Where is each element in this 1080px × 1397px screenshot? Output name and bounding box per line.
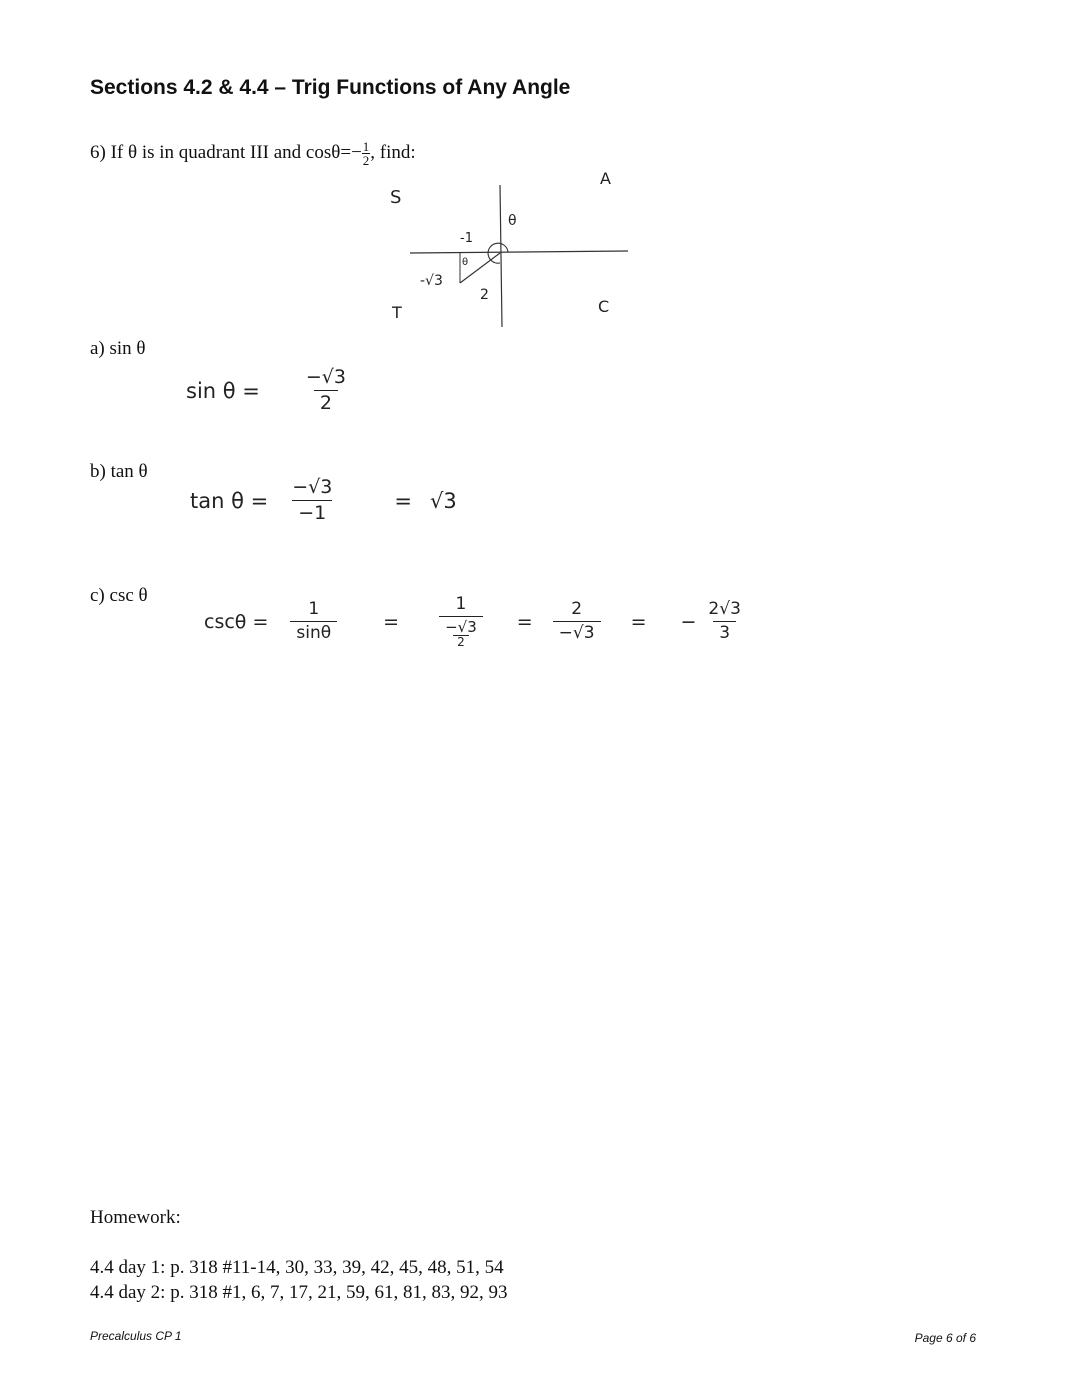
csc-result-den: 3	[713, 621, 736, 643]
problem-fraction	[362, 140, 371, 167]
x-axis	[410, 251, 628, 253]
quadrant-label-t: T	[392, 303, 402, 322]
csc-f1-den: sinθ	[290, 621, 337, 643]
homework-label: Homework:	[90, 1207, 181, 1228]
hypotenuse-label: 2	[480, 287, 489, 303]
csc-fraction-3	[553, 601, 601, 643]
csc-result-num: 2√3	[708, 599, 741, 620]
sin-work	[186, 368, 352, 414]
tan-lhs: tan θ =	[190, 488, 269, 513]
homework-line-2: 4.4 day 2: p. 318 #1, 6, 7, 17, 21, 59, 61, 81, 83, 92, 93	[90, 1282, 508, 1303]
page-title: Sections 4.2 & 4.4 – Trig Functions of Any Angle	[90, 76, 571, 99]
csc-f2-den	[439, 616, 483, 648]
csc-equals-1: =	[383, 610, 400, 633]
footer-course: Precalculus CP 1	[90, 1329, 182, 1343]
csc-f3-num: 2	[571, 599, 583, 620]
csc-result-sign: −	[680, 610, 697, 633]
part-c-label: c) csc θ	[90, 585, 148, 606]
tan-den: −1	[292, 500, 332, 524]
csc-f1-num: 1	[308, 599, 320, 620]
problem-frac-den: 2	[362, 153, 370, 168]
angle-arc	[488, 243, 508, 263]
homework-line-1: 4.4 day 1: p. 318 #11-14, 30, 33, 39, 42, 45, 48, 51, 54	[90, 1257, 504, 1278]
opposite-label: -√3	[420, 273, 443, 289]
problem-frac-num: 1	[362, 139, 370, 154]
quadrant-label-a: A	[600, 169, 611, 188]
csc-equals-3: =	[630, 610, 647, 633]
csc-equals-2: =	[516, 610, 533, 633]
part-a-label: a) sin θ	[90, 338, 146, 359]
csc-fraction-2	[439, 596, 483, 648]
csc-f2-den-den: 2	[453, 635, 469, 648]
csc-f2-den-num: −√3	[445, 617, 477, 636]
csc-work	[204, 596, 747, 648]
quadrant-diagram	[360, 165, 650, 335]
part-b-label: b) tan θ	[90, 461, 148, 482]
csc-fraction-1	[290, 601, 337, 643]
problem-suffix: , find:	[370, 141, 416, 163]
csc-f3-den: −√3	[553, 621, 601, 643]
sin-den: 2	[314, 390, 338, 414]
problem-statement	[90, 140, 416, 167]
csc-result-fraction	[702, 601, 746, 643]
tan-result: √3	[429, 488, 457, 513]
y-axis	[500, 185, 502, 327]
csc-f2-num: 1	[455, 594, 467, 614]
footer-page-number: Page 6 of 6	[914, 1331, 976, 1345]
quadrant-label-s: S	[390, 187, 402, 208]
problem-prefix: 6) If θ is in quadrant III and cosθ=−	[90, 141, 362, 163]
adjacent-label: -1	[460, 231, 473, 246]
inner-theta-label: θ	[462, 257, 469, 268]
sin-num: −√3	[305, 366, 347, 388]
sin-fraction	[300, 368, 352, 414]
sin-lhs: sin θ =	[186, 378, 260, 403]
tan-num: −√3	[292, 476, 333, 498]
csc-lhs: cscθ =	[204, 610, 269, 633]
tan-work	[190, 478, 457, 524]
tan-fraction	[286, 478, 338, 524]
tan-equals: =	[394, 488, 412, 513]
quadrant-label-c: C	[598, 297, 610, 316]
theta-label: θ	[508, 213, 517, 229]
